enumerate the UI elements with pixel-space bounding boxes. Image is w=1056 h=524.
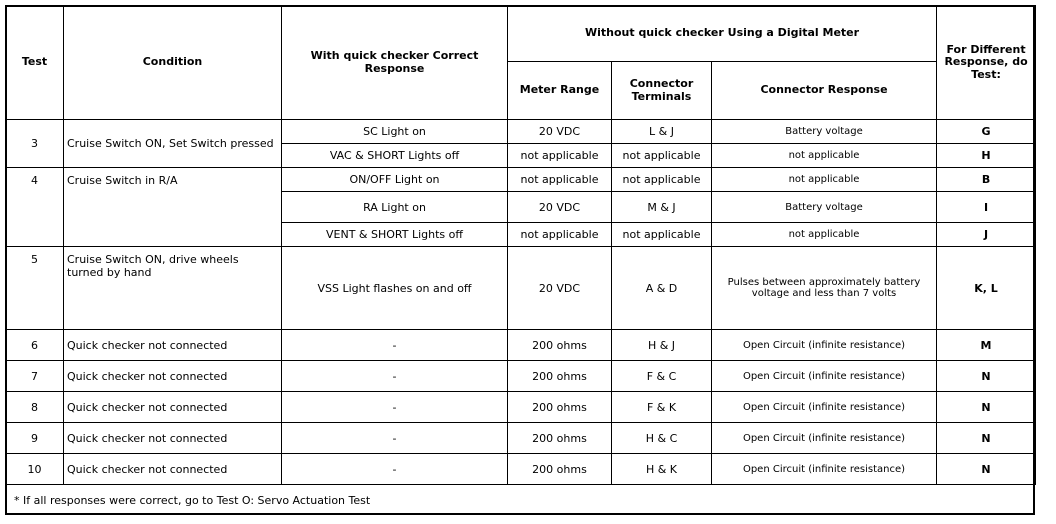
next-test-cell: G — [937, 120, 1036, 144]
header-connector-terminals: Connector Terminals — [612, 62, 712, 120]
response-cell: not applicable — [712, 168, 937, 192]
diagnostic-table — [5, 5, 1036, 485]
next-test-cell: N — [937, 454, 1036, 485]
response-cell: Open Circuit (infinite resistance) — [712, 392, 937, 423]
footnote: * If all responses were correct, go to Test O: Servo Actuation Test — [14, 494, 371, 507]
condition-cell: Quick checker not connected — [64, 330, 282, 361]
test-number: 4 — [6, 168, 64, 247]
table-row — [6, 423, 1036, 454]
header-with-checker: With quick checker Correct Response — [282, 6, 508, 120]
test-number: 10 — [6, 454, 64, 485]
meter-range-cell: 200 ohms — [508, 423, 612, 454]
next-test-cell: N — [937, 361, 1036, 392]
with-checker-cell: - — [282, 330, 508, 361]
test-number: 7 — [6, 361, 64, 392]
condition-cell: Cruise Switch in R/A — [64, 168, 282, 247]
terminals-cell: H & J — [612, 330, 712, 361]
next-test-cell: I — [937, 192, 1036, 223]
meter-range-cell: not applicable — [508, 223, 612, 247]
header-condition: Condition — [64, 6, 282, 120]
with-checker-cell: - — [282, 392, 508, 423]
response-cell: not applicable — [712, 223, 937, 247]
table-row — [6, 330, 1036, 361]
condition-cell: Quick checker not connected — [64, 423, 282, 454]
header-test: Test — [6, 6, 64, 120]
condition-cell: Cruise Switch ON, Set Switch pressed — [64, 120, 282, 168]
with-checker-cell: VSS Light flashes on and off — [282, 247, 508, 330]
response-cell: Battery voltage — [712, 192, 937, 223]
header-different-response: For Different Response, do Test: — [937, 6, 1036, 120]
with-checker-cell: - — [282, 454, 508, 485]
meter-range-cell: 200 ohms — [508, 392, 612, 423]
with-checker-cell: VAC & SHORT Lights off — [282, 144, 508, 168]
table-row — [6, 454, 1036, 485]
next-test-cell: K, L — [937, 247, 1036, 330]
terminals-cell: F & C — [612, 361, 712, 392]
response-cell: Open Circuit (infinite resistance) — [712, 361, 937, 392]
with-checker-cell: SC Light on — [282, 120, 508, 144]
meter-range-cell: 20 VDC — [508, 120, 612, 144]
meter-range-cell: not applicable — [508, 168, 612, 192]
terminals-cell: L & J — [612, 120, 712, 144]
meter-range-cell: 200 ohms — [508, 454, 612, 485]
condition-cell: Cruise Switch ON, drive wheels turned by hand — [64, 247, 282, 330]
response-cell: Open Circuit (infinite resistance) — [712, 454, 937, 485]
condition-cell: Quick checker not connected — [64, 361, 282, 392]
header-connector-response: Connector Response — [712, 62, 937, 120]
next-test-cell: B — [937, 168, 1036, 192]
table-row — [6, 392, 1036, 423]
terminals-cell: M & J — [612, 192, 712, 223]
meter-range-cell: 20 VDC — [508, 247, 612, 330]
with-checker-cell: VENT & SHORT Lights off — [282, 223, 508, 247]
condition-cell: Quick checker not connected — [64, 454, 282, 485]
meter-range-cell: 200 ohms — [508, 361, 612, 392]
header-meter-range: Meter Range — [508, 62, 612, 120]
response-cell: Open Circuit (infinite resistance) — [712, 330, 937, 361]
table-row — [6, 361, 1036, 392]
response-cell: Open Circuit (infinite resistance) — [712, 423, 937, 454]
with-checker-cell: ON/OFF Light on — [282, 168, 508, 192]
terminals-cell: A & D — [612, 247, 712, 330]
meter-range-cell: not applicable — [508, 144, 612, 168]
header-without-checker: Without quick checker Using a Digital Meter — [508, 6, 937, 62]
response-cell: Battery voltage — [712, 120, 937, 144]
terminals-cell: not applicable — [612, 144, 712, 168]
table-row — [6, 247, 1036, 330]
response-cell: not applicable — [712, 144, 937, 168]
terminals-cell: not applicable — [612, 168, 712, 192]
terminals-cell: H & C — [612, 423, 712, 454]
terminals-cell: H & K — [612, 454, 712, 485]
next-test-cell: N — [937, 392, 1036, 423]
condition-cell: Quick checker not connected — [64, 392, 282, 423]
next-test-cell: H — [937, 144, 1036, 168]
test-number: 9 — [6, 423, 64, 454]
table-row — [6, 120, 1036, 144]
meter-range-cell: 200 ohms — [508, 330, 612, 361]
next-test-cell: M — [937, 330, 1036, 361]
table-row — [6, 168, 1036, 192]
next-test-cell: J — [937, 223, 1036, 247]
terminals-cell: F & K — [612, 392, 712, 423]
next-test-cell: N — [937, 423, 1036, 454]
terminals-cell: not applicable — [612, 223, 712, 247]
with-checker-cell: - — [282, 423, 508, 454]
with-checker-cell: RA Light on — [282, 192, 508, 223]
test-number: 6 — [6, 330, 64, 361]
header-row-1 — [6, 6, 1036, 62]
test-number: 3 — [6, 120, 64, 168]
response-cell: Pulses between approximately battery voltage and less than 7 volts — [712, 247, 937, 330]
test-number: 5 — [6, 247, 64, 330]
with-checker-cell: - — [282, 361, 508, 392]
test-number: 8 — [6, 392, 64, 423]
meter-range-cell: 20 VDC — [508, 192, 612, 223]
